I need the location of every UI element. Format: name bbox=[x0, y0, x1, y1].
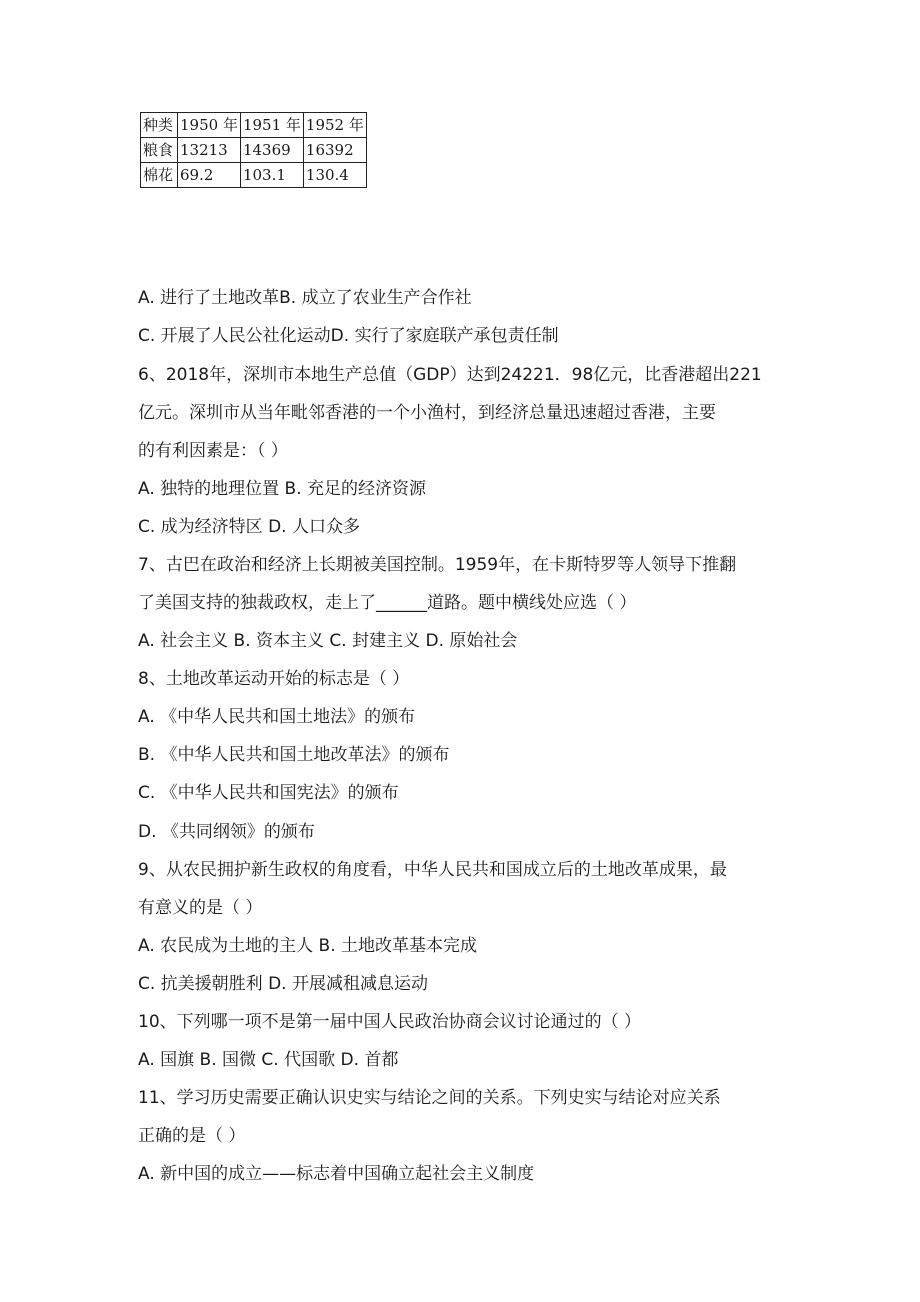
table-cell: 103.1 bbox=[240, 163, 303, 188]
question-line: 正确的是（ ） bbox=[138, 1126, 246, 1146]
option-line: C. 抗美援朝胜利 D. 开展减租减息运动 bbox=[138, 974, 428, 994]
option-line: A. 进行了土地改革B. 成立了农业生产合作社 bbox=[138, 288, 472, 308]
table-cell: 14369 bbox=[240, 138, 303, 163]
data-table bbox=[140, 112, 367, 188]
table-cell: 粮食 bbox=[141, 138, 178, 163]
table-row bbox=[141, 138, 367, 163]
option-line: C. 《中华人民共和国宪法》的颁布 bbox=[138, 783, 399, 803]
option-line: A. 新中国的成立——标志着中国确立起社会主义制度 bbox=[138, 1164, 535, 1184]
option-line: A. 社会主义 B. 资本主义 C. 封建主义 D. 原始社会 bbox=[138, 631, 518, 651]
question-line: 6、2018年，深圳市本地生产总值（GDP）达到24221．98亿元，比香港超出221 bbox=[138, 365, 762, 385]
table-row bbox=[141, 113, 367, 138]
option-line: A. 农民成为土地的主人 B. 土地改革基本完成 bbox=[138, 936, 478, 956]
option-line: B. 《中华人民共和国土地改革法》的颁布 bbox=[138, 745, 450, 765]
table-cell: 69.2 bbox=[178, 163, 241, 188]
question-line: 9、从农民拥护新生政权的角度看，中华人民共和国成立后的土地改革成果，最 bbox=[138, 860, 727, 880]
option-line: D. 《共同纲领》的颁布 bbox=[138, 822, 315, 842]
question-line: 亿元。深圳市从当年毗邻香港的一个小渔村，到经济总量迅速超过香港，主要 bbox=[138, 403, 716, 423]
table-cell: 棉花 bbox=[141, 163, 178, 188]
question-line: 8、土地改革运动开始的标志是（ ） bbox=[138, 669, 410, 689]
table-cell: 16392 bbox=[303, 138, 366, 163]
option-line: A. 国旗 B. 国微 C. 代国歌 D. 首都 bbox=[138, 1050, 399, 1070]
question-line: 有意义的是（ ） bbox=[138, 898, 263, 918]
table-cell: 13213 bbox=[178, 138, 241, 163]
table-row bbox=[141, 163, 367, 188]
option-line: C. 开展了人民公社化运动D. 实行了家庭联产承包责任制 bbox=[138, 326, 559, 346]
table-cell: 1950 年 bbox=[178, 113, 241, 138]
question-line: 11、学习历史需要正确认识史实与结论之间的关系。下列史实与结论对应关系 bbox=[138, 1088, 721, 1108]
question-line: 了美国支持的独裁政权，走上了______道路。题中横线处应选（ ） bbox=[138, 593, 637, 613]
question-line: 的有利因素是：（ ） bbox=[138, 441, 288, 461]
option-line: A. 《中华人民共和国土地法》的颁布 bbox=[138, 707, 416, 727]
option-line: C. 成为经济特区 D. 人口众多 bbox=[138, 517, 360, 537]
table-cell: 种类 bbox=[141, 113, 178, 138]
question-line: 10、下列哪一项不是第一届中国人民政治协商会议讨论通过的（ ） bbox=[138, 1012, 642, 1032]
option-line: A. 独特的地理位置 B. 充足的经济资源 bbox=[138, 479, 427, 499]
table-cell: 1952 年 bbox=[303, 113, 366, 138]
table-cell: 1951 年 bbox=[240, 113, 303, 138]
question-line: 7、古巴在政治和经济上长期被美国控制。1959年，在卡斯特罗等人领导下推翻 bbox=[138, 555, 737, 575]
table-cell: 130.4 bbox=[303, 163, 366, 188]
